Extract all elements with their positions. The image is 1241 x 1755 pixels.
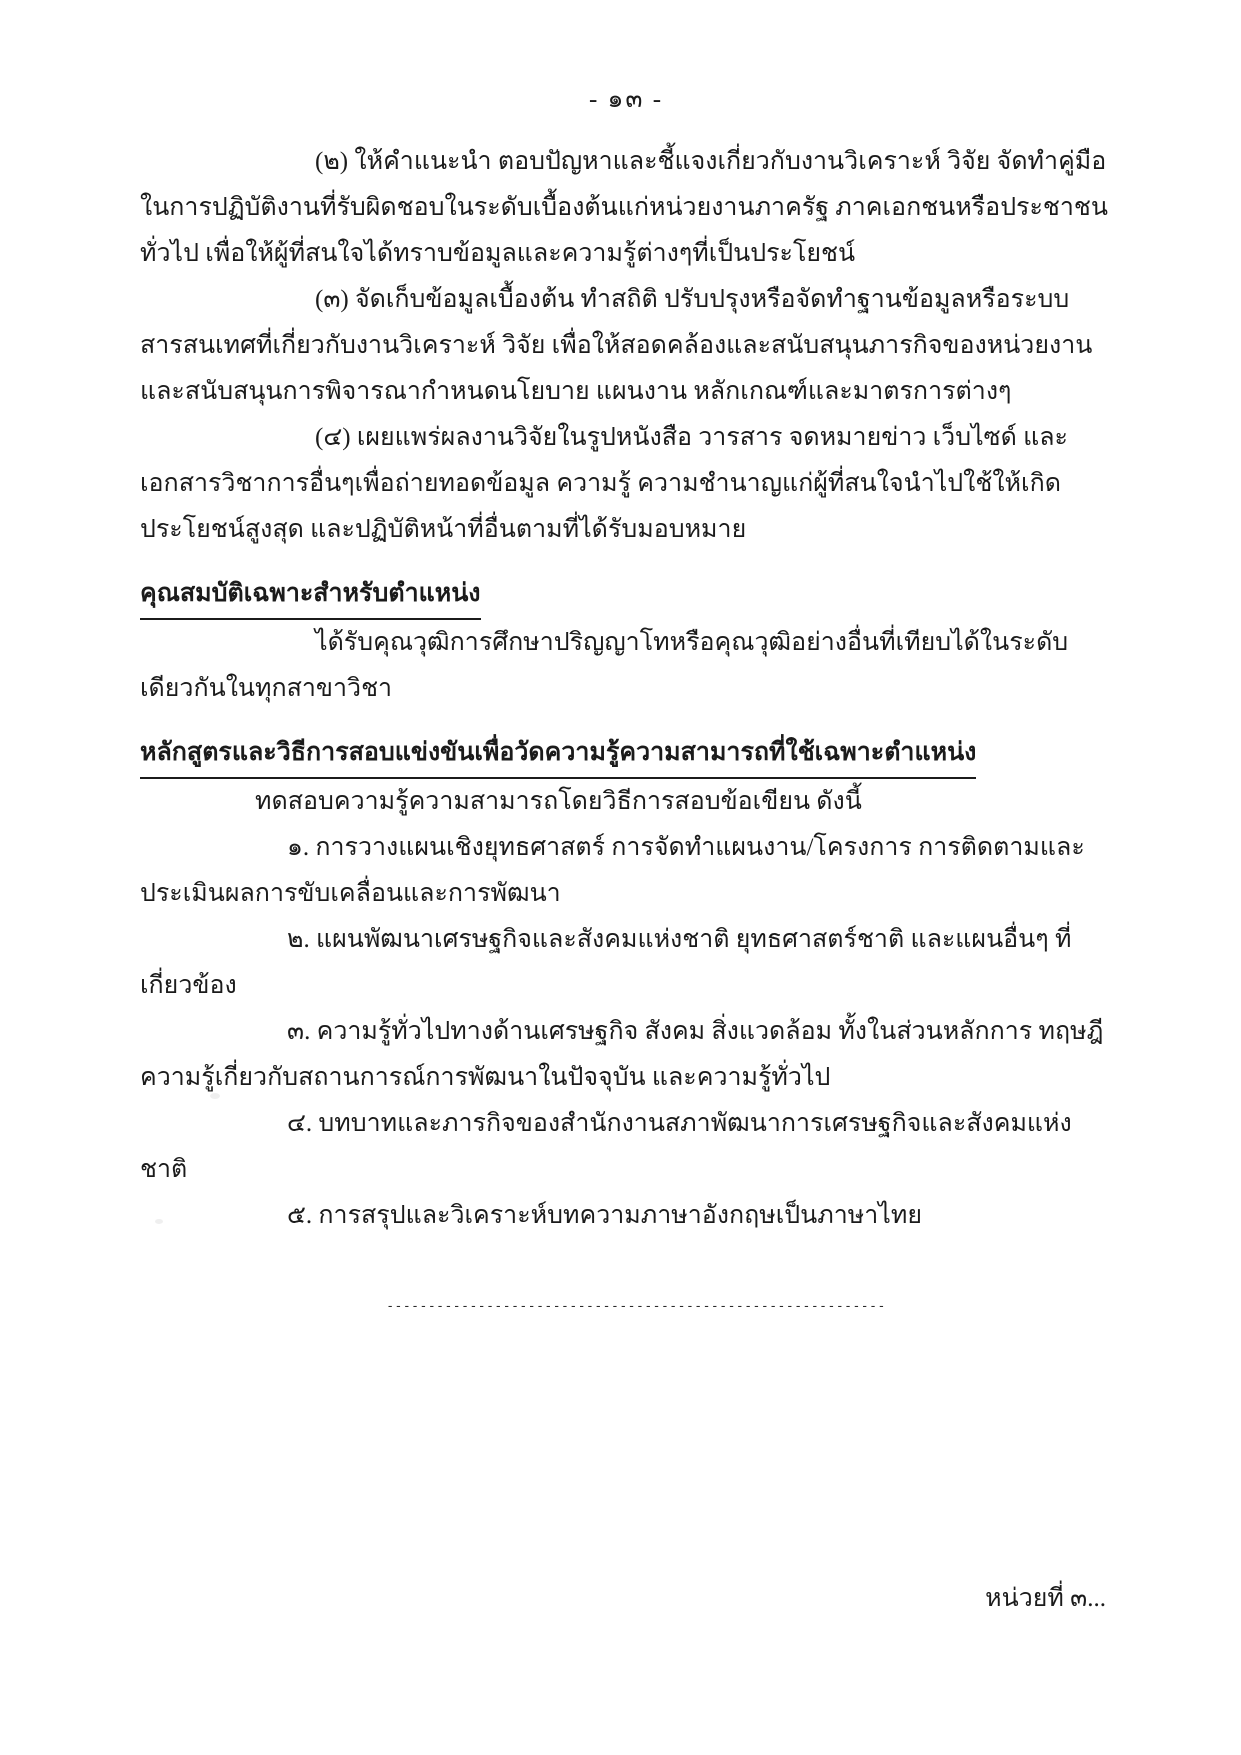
end-divider: ------------------------------------------------------------ xyxy=(386,1299,886,1314)
duty-paragraph-2: (๒) ให้คำแนะนำ ตอบปัญหาและชี้แจงเกี่ยวกับงานวิเคราะห์ วิจัย จัดทำคู่มือในการปฏิบัติงานที่รับผิดชอบในระดับเบื้องต้นแก่หน่วยงานภาครัฐ ภาคเอกชนหรือประชาชนทั่วไป เพื่อให้ผู้ที่สนใจได้ทราบข้อมูลและความรู้ต่างๆที่เป็นประโยชน์ xyxy=(140,148,1108,267)
qualifications-heading-text: คุณสมบัติเฉพาะสำหรับตำแหน่ง xyxy=(140,571,481,620)
exam-topic-1: ๑. การวางแผนเชิงยุทธศาสตร์ การจัดทำแผนงาน/โครงการ การติดตามและประเมินผลการขับเคลื่อนและการพัฒนา xyxy=(140,834,1085,907)
exam-topic-2: ๒. แผนพัฒนาเศรษฐกิจและสังคมแห่งชาติ ยุทธศาสตร์ชาติ และแผนอื่นๆ ที่เกี่ยวข้อง xyxy=(140,926,1072,999)
qualifications-body: ได้รับคุณวุฒิการศึกษาปริญญาโทหรือคุณวุฒิอย่างอื่นที่เทียบได้ในระดับเดียวกันในทุกสาขาวิชา xyxy=(140,629,1069,702)
exam-topic-5: ๕. การสรุปและวิเคราะห์บทความภาษาอังกฤษเป็นภาษาไทย xyxy=(287,1202,922,1229)
exam-heading-text: หลักสูตรและวิธีการสอบแข่งขันเพื่อวัดความรู้ความสามารถที่ใช้เฉพาะตำแหน่ง xyxy=(140,730,976,779)
duty-paragraph-3: (๓) จัดเก็บข้อมูลเบื้องต้น ทำสถิติ ปรับปรุงหรือจัดทำฐานข้อมูลหรือระบบสารสนเทศที่เกี่ยวกับงานวิเคราะห์ วิจัย เพื่อให้สอดคล้องและสนับสนุนภารกิจของหน่วยงาน และสนับสนุนการพิจารณากำหนดนโยบาย แผนงาน หลักเกณฑ์และมาตรการต่างๆ xyxy=(140,286,1093,405)
scan-smudge xyxy=(210,1093,220,1099)
qualifications-heading xyxy=(140,571,1112,620)
footer-unit-note: หน่วยที่ ๓... xyxy=(985,1585,1106,1612)
exam-heading xyxy=(140,730,1112,779)
scan-smudge xyxy=(155,1219,163,1224)
page-content xyxy=(140,85,1112,1317)
duty-paragraph-4: (๔) เผยแพร่ผลงานวิจัยในรูปหนังสือ วารสาร จดหมายข่าว เว็บไซด์ และเอกสารวิชาการอื่นๆเพื่อถ่ายทอดข้อมูล ความรู้ ความชำนาญแก่ผู้ที่สนใจนำไปใช้ให้เกิดประโยชน์สูงสุด และปฏิบัติหน้าที่อื่นตามที่ได้รับมอบหมาย xyxy=(140,424,1068,543)
exam-topic-4: ๔. บทบาทและภารกิจของสำนักงานสภาพัฒนาการเศรษฐกิจและสังคมแห่งชาติ xyxy=(140,1110,1072,1183)
exam-intro: ทดสอบความรู้ความสามารถโดยวิธีการสอบข้อเขียน ดังนี้ xyxy=(255,788,862,815)
exam-topic-3: ๓. ความรู้ทั่วไปทางด้านเศรษฐกิจ สังคม สิ่งแวดล้อม ทั้งในส่วนหลักการ ทฤษฎี ความรู้เกี่ยวกับสถานการณ์การพัฒนาในปัจจุบัน และความรู้ทั่วไป xyxy=(140,1018,1104,1091)
page-number: - ๑๓ - xyxy=(588,86,664,113)
